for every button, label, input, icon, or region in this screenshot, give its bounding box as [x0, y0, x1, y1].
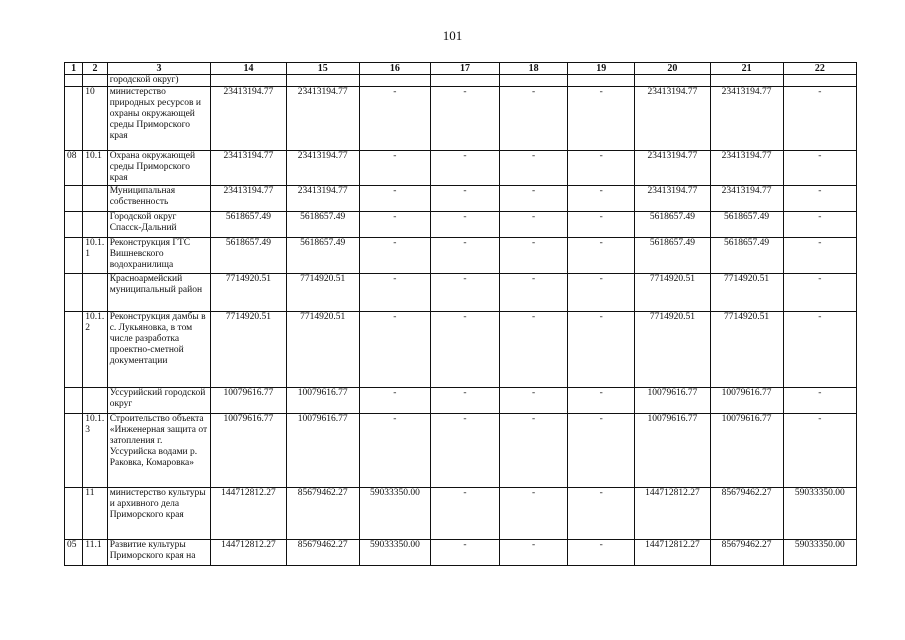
header-cell: 18	[500, 63, 568, 75]
table-cell	[430, 75, 499, 87]
table-cell: -	[783, 312, 856, 388]
table-cell	[65, 488, 83, 540]
table-cell: -	[783, 87, 856, 151]
header-cell: 3	[107, 63, 211, 75]
table-cell	[83, 274, 107, 312]
table-cell: -	[568, 414, 635, 488]
table-cell: -	[783, 274, 856, 312]
table-cell: 5618657.49	[211, 212, 286, 238]
table-cell: 23413194.77	[710, 151, 783, 186]
table-cell: 59033350.00	[783, 540, 856, 566]
table-cell: -	[430, 388, 499, 414]
table-cell: -	[430, 212, 499, 238]
table-row	[65, 540, 857, 566]
table-cell: -	[568, 151, 635, 186]
table-cell: 5618657.49	[211, 238, 286, 274]
table-cell: 23413194.77	[286, 87, 359, 151]
table-cell: 5618657.49	[710, 212, 783, 238]
table-cell: 144712812.27	[211, 540, 286, 566]
table-cell: 59033350.00	[783, 488, 856, 540]
table-cell	[65, 212, 83, 238]
table-cell: 5618657.49	[286, 212, 359, 238]
table-cell	[710, 75, 783, 87]
table-cell: 85679462.27	[710, 488, 783, 540]
table-cell: -	[430, 151, 499, 186]
table-cell: -	[430, 312, 499, 388]
header-cell: 14	[211, 63, 286, 75]
table-cell: -	[568, 388, 635, 414]
table-cell: 10079616.77	[286, 388, 359, 414]
table-cell: 23413194.77	[211, 87, 286, 151]
table-cell: 10079616.77	[286, 414, 359, 488]
table-row	[65, 274, 857, 312]
table-cell: 144712812.27	[635, 488, 710, 540]
header-cell: 17	[430, 63, 499, 75]
table-cell: 7714920.51	[710, 312, 783, 388]
table-cell: 23413194.77	[635, 151, 710, 186]
table-row	[65, 238, 857, 274]
table-cell: -	[568, 87, 635, 151]
table-cell: -	[430, 540, 499, 566]
table-cell: 7714920.51	[211, 274, 286, 312]
table-cell	[65, 75, 83, 87]
header-cell: 20	[635, 63, 710, 75]
table-cell: -	[500, 540, 568, 566]
table-cell: 10079616.77	[710, 388, 783, 414]
table-cell: -	[783, 186, 856, 212]
table-cell	[65, 186, 83, 212]
table-cell: 7714920.51	[286, 312, 359, 388]
table-cell: 11	[83, 488, 107, 540]
table-cell: 7714920.51	[635, 274, 710, 312]
table-cell: 85679462.27	[286, 488, 359, 540]
table-cell	[83, 212, 107, 238]
table-cell: -	[430, 414, 499, 488]
table-cell: 7714920.51	[286, 274, 359, 312]
table-cell	[568, 75, 635, 87]
table-cell: 10079616.77	[635, 388, 710, 414]
table-cell	[65, 274, 83, 312]
table-cell: министерство культуры и архивного дела Приморского края	[107, 488, 211, 540]
table-row	[65, 212, 857, 238]
table-cell: Реконструкция ГТС Вишневского водохранилища	[107, 238, 211, 274]
table-cell: -	[500, 151, 568, 186]
table-cell: -	[568, 186, 635, 212]
header-cell: 1	[65, 63, 83, 75]
table-cell: -	[359, 186, 430, 212]
table-cell: 7714920.51	[211, 312, 286, 388]
table-cell: 10	[83, 87, 107, 151]
table-cell: 85679462.27	[710, 540, 783, 566]
table-row	[65, 414, 857, 488]
table-cell: 59033350.00	[359, 540, 430, 566]
table-cell: 11.1	[83, 540, 107, 566]
header-cell: 16	[359, 63, 430, 75]
table-cell	[286, 75, 359, 87]
table-cell: 08	[65, 151, 83, 186]
table-cell	[65, 87, 83, 151]
table-cell: 23413194.77	[710, 87, 783, 151]
table-cell	[83, 186, 107, 212]
table-cell: Охрана окружающей среды Приморского края	[107, 151, 211, 186]
table-cell: -	[783, 388, 856, 414]
table-cell: -	[500, 212, 568, 238]
table-cell: Муниципальная собственность	[107, 186, 211, 212]
table-cell: Строительство объекта «Инженерная защита от затопления г. Уссурийска водами р. Раковка, Комаровка»	[107, 414, 211, 488]
table-cell: Уссурийский городской округ	[107, 388, 211, 414]
table-cell: 7714920.51	[710, 274, 783, 312]
table-cell	[65, 238, 83, 274]
table-row	[65, 87, 857, 151]
budget-table	[64, 62, 857, 566]
table-cell: 23413194.77	[211, 151, 286, 186]
table-cell: 10079616.77	[635, 414, 710, 488]
table-row	[65, 388, 857, 414]
table-cell: -	[500, 186, 568, 212]
table-row	[65, 186, 857, 212]
table-cell: 23413194.77	[635, 186, 710, 212]
table-cell	[65, 414, 83, 488]
table-cell: -	[500, 238, 568, 274]
table-cell: 5618657.49	[286, 238, 359, 274]
table-cell: -	[568, 274, 635, 312]
table-cell: 7714920.51	[635, 312, 710, 388]
table-cell: -	[783, 414, 856, 488]
table-cell: -	[568, 212, 635, 238]
header-cell: 2	[83, 63, 107, 75]
table-cell: -	[500, 274, 568, 312]
table-row	[65, 75, 857, 87]
table-cell: Развитие культуры Приморского края на	[107, 540, 211, 566]
table-row	[65, 312, 857, 388]
table-cell: -	[500, 414, 568, 488]
table-cell	[359, 75, 430, 87]
table-cell: 23413194.77	[286, 151, 359, 186]
table-cell: 05	[65, 540, 83, 566]
table-cell	[65, 312, 83, 388]
table-cell: 23413194.77	[635, 87, 710, 151]
table-cell: -	[783, 238, 856, 274]
table-cell	[783, 75, 856, 87]
table-cell: -	[500, 488, 568, 540]
table-cell: -	[430, 238, 499, 274]
header-cell: 21	[710, 63, 783, 75]
table-cell: 23413194.77	[211, 186, 286, 212]
table-row	[65, 151, 857, 186]
table-cell: -	[359, 212, 430, 238]
table-cell: -	[568, 238, 635, 274]
table-cell	[83, 75, 107, 87]
table-cell: 10079616.77	[211, 414, 286, 488]
table-cell: 59033350.00	[359, 488, 430, 540]
table-cell: городской округ)	[107, 75, 211, 87]
table-cell: Реконструкция дамбы в с. Лукьяновка, в том числе разработка проектно-сметной документации	[107, 312, 211, 388]
table-cell: -	[568, 312, 635, 388]
table-row	[65, 488, 857, 540]
table-cell: -	[783, 212, 856, 238]
table-cell: Городской округ Спасск-Дальний	[107, 212, 211, 238]
table-cell: -	[500, 87, 568, 151]
table-cell: -	[430, 274, 499, 312]
table-cell: -	[359, 414, 430, 488]
header-cell: 15	[286, 63, 359, 75]
table-cell: -	[783, 151, 856, 186]
table-cell: -	[500, 388, 568, 414]
table-cell	[635, 75, 710, 87]
page-number: 101	[442, 28, 463, 43]
header-row	[65, 63, 857, 75]
table-cell: -	[359, 238, 430, 274]
table-cell	[83, 388, 107, 414]
table-cell: 23413194.77	[710, 186, 783, 212]
table-cell	[211, 75, 286, 87]
table-cell: -	[359, 151, 430, 186]
table-cell: 10079616.77	[710, 414, 783, 488]
table-cell: 5618657.49	[635, 212, 710, 238]
table-cell	[65, 388, 83, 414]
table-cell: -	[430, 488, 499, 540]
table-cell: 144712812.27	[635, 540, 710, 566]
table-cell: 10.1.2	[83, 312, 107, 388]
table-cell: 5618657.49	[710, 238, 783, 274]
header-cell: 22	[783, 63, 856, 75]
table-cell: -	[430, 186, 499, 212]
table-cell: 10.1.3	[83, 414, 107, 488]
table-cell: -	[500, 312, 568, 388]
table-cell: -	[568, 488, 635, 540]
table-cell: 10.1	[83, 151, 107, 186]
table-cell: министерство природных ресурсов и охраны окружающей среды Приморского края	[107, 87, 211, 151]
table-cell: 23413194.77	[286, 186, 359, 212]
table-cell: 10.1.1	[83, 238, 107, 274]
header-cell: 19	[568, 63, 635, 75]
table-cell: -	[359, 388, 430, 414]
table-cell: Красноармейский муниципальный район	[107, 274, 211, 312]
table-cell: 10079616.77	[211, 388, 286, 414]
table-cell: -	[359, 274, 430, 312]
table-cell: -	[568, 540, 635, 566]
table-cell: -	[359, 87, 430, 151]
table-cell	[500, 75, 568, 87]
table-cell: 144712812.27	[211, 488, 286, 540]
table-cell: 5618657.49	[635, 238, 710, 274]
table-cell: -	[359, 312, 430, 388]
table-cell: -	[430, 87, 499, 151]
table-cell: 85679462.27	[286, 540, 359, 566]
